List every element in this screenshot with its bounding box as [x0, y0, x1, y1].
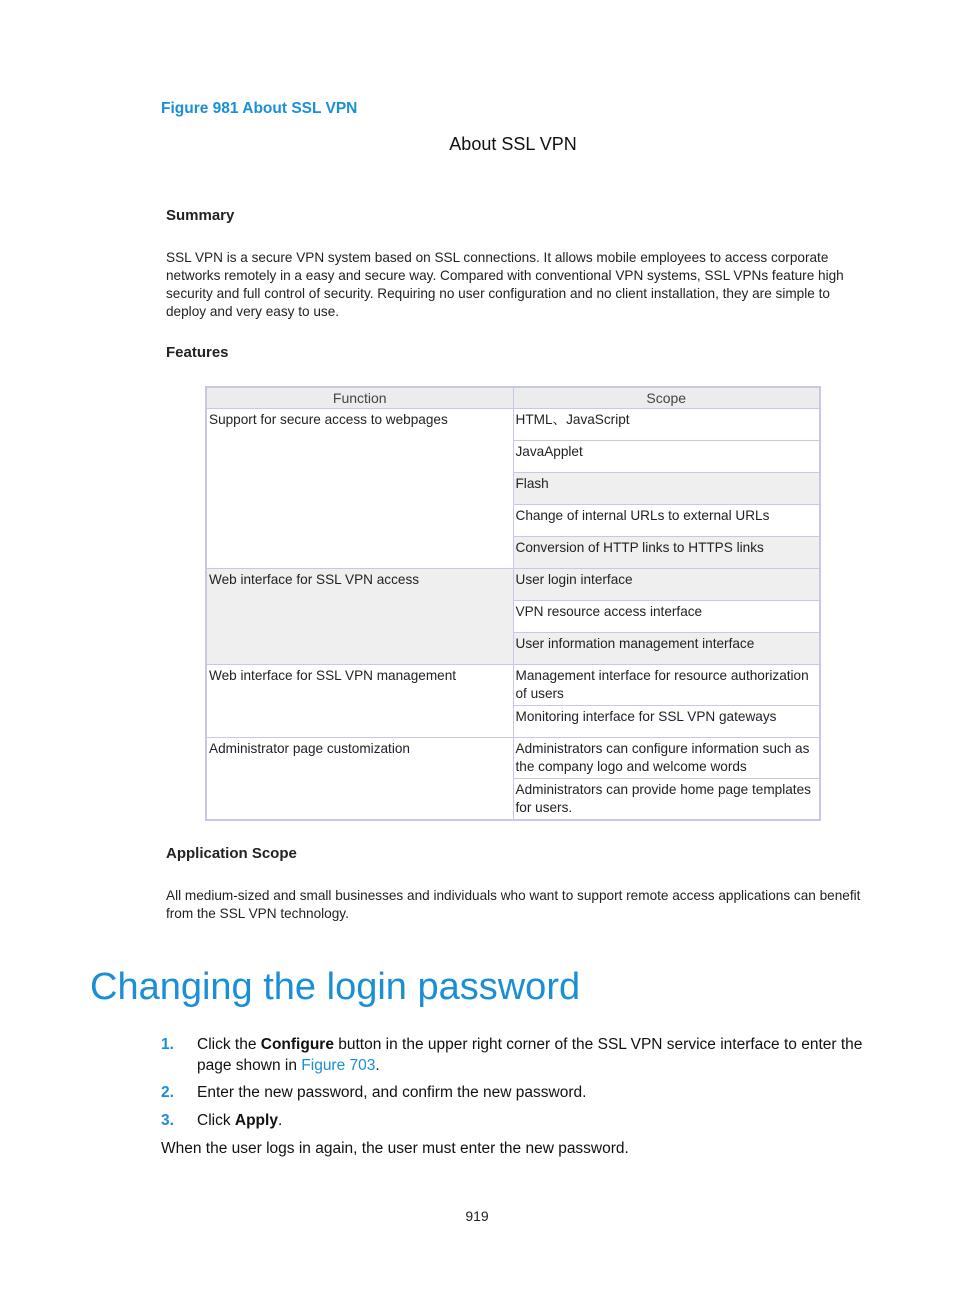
features-heading: Features: [166, 344, 229, 361]
step-item: [161, 1110, 861, 1131]
scope-cell: User information management interface: [513, 633, 820, 665]
scope-cell: HTML、JavaScript: [513, 409, 820, 441]
function-cell: Web interface for SSL VPN access: [206, 569, 513, 665]
table-row: [206, 409, 820, 441]
function-cell: Administrator page customization: [206, 738, 513, 821]
apply-label: Apply: [234, 1112, 278, 1129]
scope-cell: VPN resource access interface: [513, 601, 820, 633]
step-text: Click Apply.: [197, 1112, 283, 1129]
step-item: [161, 1082, 861, 1103]
page-number: 919: [465, 1208, 489, 1224]
summary-heading: Summary: [166, 207, 235, 224]
column-header-scope: Scope: [513, 387, 820, 409]
table-row: [206, 738, 820, 779]
section-heading: Changing the login password: [90, 966, 581, 1008]
scope-cell: JavaApplet: [513, 441, 820, 473]
column-header-function: Function: [206, 387, 513, 409]
scope-cell: Management interface for resource authorization of users: [513, 665, 820, 706]
step-number: 1.: [161, 1036, 174, 1053]
configure-label: Configure: [260, 1036, 334, 1053]
scope-cell: Flash: [513, 473, 820, 505]
figure-link[interactable]: Figure 703: [301, 1057, 376, 1074]
table-header-row: [206, 387, 820, 409]
closing-note: When the user logs in again, the user must enter the new password.: [161, 1140, 629, 1157]
screenshot-title: About SSL VPN: [449, 134, 577, 154]
scope-cell: User login interface: [513, 569, 820, 601]
features-table: [205, 386, 821, 821]
scope-cell: Administrators can configure information such as the company logo and welcome words: [513, 738, 820, 779]
step-number: 2.: [161, 1084, 174, 1101]
scope-cell: Administrators can provide home page templates for users.: [513, 779, 820, 821]
table-row: [206, 569, 820, 601]
step-text: Click the Configure button in the upper right corner of the SSL VPN service interface to enter the page shown in Figure 703.: [197, 1036, 863, 1074]
function-cell: Web interface for SSL VPN management: [206, 665, 513, 738]
figure-caption: Figure 981 About SSL VPN: [161, 100, 358, 117]
summary-text: SSL VPN is a secure VPN system based on SSL connections. It allows mobile employees to access corporate networks remotely in a easy and secure way. Compared with conventional VPN systems, SSL VPNs feature high security and full control of security. Requiring no user configuration and no client installation, they are simple to deploy and very easy to use.: [166, 250, 844, 319]
application-scope-text: All medium-sized and small businesses and individuals who want to support remote access applications can benefit from the SSL VPN technology.: [166, 888, 861, 921]
step-item: [161, 1034, 861, 1076]
scope-cell: Conversion of HTTP links to HTTPS links: [513, 537, 820, 569]
step-text: Enter the new password, and confirm the new password.: [197, 1084, 587, 1101]
step-number: 3.: [161, 1112, 174, 1129]
scope-cell: Change of internal URLs to external URLs: [513, 505, 820, 537]
table-row: [206, 665, 820, 706]
function-cell: Support for secure access to webpages: [206, 409, 513, 569]
scope-cell: Monitoring interface for SSL VPN gateways: [513, 706, 820, 738]
application-scope-heading: Application Scope: [166, 845, 297, 862]
